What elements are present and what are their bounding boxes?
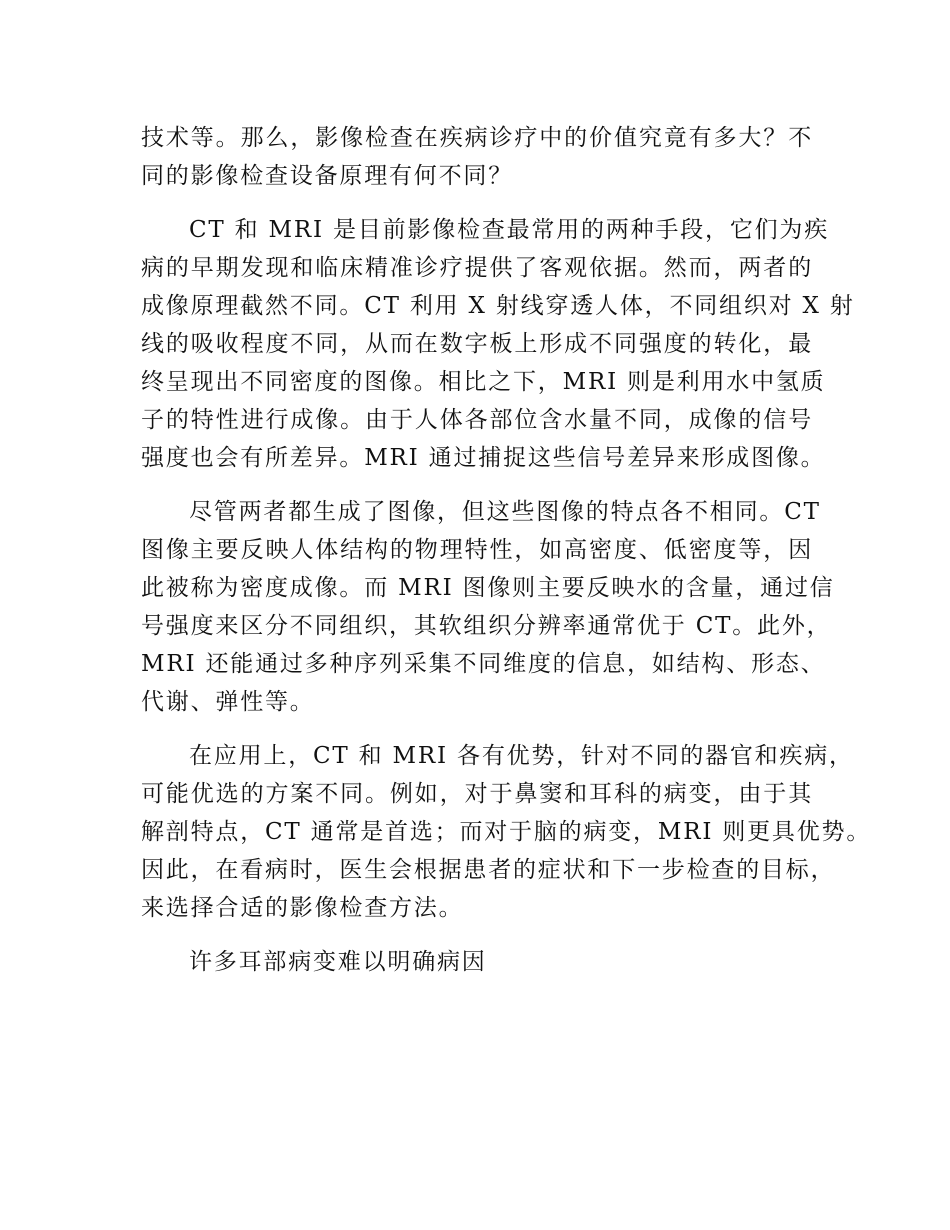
paragraph-line: MRI 还能通过多种序列采集不同维度的信息，如结构、形态、 (141, 651, 826, 677)
paragraph-line: 解剖特点，CT 通常是首选；而对于脑的病变，MRI 则更具优势。 (141, 819, 872, 845)
paragraph-5 (141, 943, 813, 981)
paragraph-1 (141, 119, 813, 195)
paragraph-line: 此被称为密度成像。而 MRI 图像则主要反映水的含量，通过信 (141, 575, 835, 601)
paragraph-line: 尽管两者都生成了图像，但这些图像的特点各不相同。CT (189, 499, 821, 525)
paragraph-line: 终呈现出不同密度的图像。相比之下，MRI 则是利用水中氢质 (141, 369, 826, 395)
paragraph-line: 同的影像检查设备原理有何不同？ (141, 163, 513, 189)
paragraph-3 (141, 493, 835, 721)
paragraph-line: 可能优选的方案不同。例如，对于鼻窦和耳科的病变，由于其 (141, 781, 813, 807)
paragraph-line: 技术等。那么，影像检查在疾病诊疗中的价值究竟有多大？不 (141, 125, 813, 151)
paragraph-line: 因此，在看病时，医生会根据患者的症状和下一步检查的目标， (141, 857, 836, 883)
paragraph-line: 许多耳部病变难以明确病因 (189, 949, 487, 975)
paragraph-line: 子的特性进行成像。由于人体各部位含水量不同，成像的信号 (141, 407, 813, 433)
paragraph-line: 号强度来区分不同组织，其软组织分辨率通常优于 CT。此外， (141, 613, 832, 639)
paragraph-line: 强度也会有所差异。MRI 通过捕捉这些信号差异来形成图像。 (141, 445, 826, 471)
paragraph-line: CT 和 MRI 是目前影像检查最常用的两种手段，它们为疾 (189, 217, 830, 243)
paragraph-line: 成像原理截然不同。CT 利用 X 射线穿透人体，不同组织对 X 射 (141, 293, 855, 319)
paragraph-4 (141, 737, 872, 927)
paragraph-line: 来选择合适的影像检查方法。 (141, 895, 464, 921)
paragraph-line: 代谢、弹性等。 (141, 689, 315, 715)
paragraph-2 (141, 211, 855, 477)
document-body (141, 119, 872, 997)
paragraph-line: 图像主要反映人体结构的物理特性，如高密度、低密度等，因 (141, 537, 813, 563)
paragraph-line: 线的吸收程度不同，从而在数字板上形成不同强度的转化，最 (141, 331, 813, 357)
paragraph-line: 病的早期发现和临床精准诊疗提供了客观依据。然而，两者的 (141, 255, 813, 281)
paragraph-line: 在应用上，CT 和 MRI 各有优势，针对不同的器官和疾病， (189, 743, 854, 769)
